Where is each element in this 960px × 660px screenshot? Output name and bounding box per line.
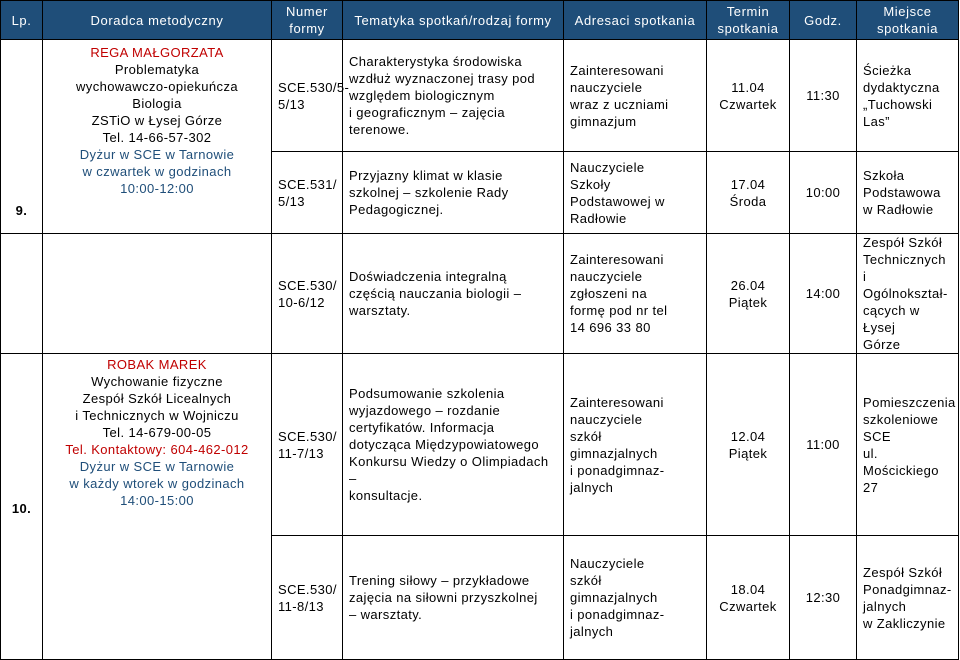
topic-line: Doświadczenia integralną (349, 269, 507, 284)
place-line: Pomieszczenia (863, 394, 956, 410)
header-advisor: Doradca metodyczny (43, 1, 272, 40)
place-line: cących w Łysej (863, 303, 920, 335)
row-number: 10. (1, 354, 43, 660)
audience-line: gimnazjalnych (570, 590, 658, 605)
audience-line: gimnazjum (570, 113, 637, 129)
advisor-phone: Tel. 14-679-00-05 (102, 425, 212, 440)
topic-line: konsultacje. (349, 488, 423, 503)
form-number-line: 11-8/13 (278, 598, 324, 614)
audience-line: nauczyciele (570, 411, 643, 427)
weekday: Piątek (728, 294, 768, 310)
duty-info: Dyżur w SCE w Tarnowie (79, 147, 235, 162)
advisor-contact: Tel. Kontaktowy: 604-462-012 (65, 442, 249, 457)
place-cell (857, 40, 959, 152)
advisor-info: wychowawczo-opiekuńcza (76, 79, 238, 94)
place-line: Ponadgimnaz- (863, 581, 952, 597)
audience-line: nauczyciele (570, 269, 643, 284)
time-cell: 11:00 (790, 354, 857, 536)
topic-line: szkolnej – szkolenie Rady (349, 185, 509, 200)
audience-line: Szkoły (570, 176, 611, 192)
topic-line: Konkursu Wiedzy o Olimpiadach – (349, 454, 549, 486)
audience-line: 14 696 33 80 (570, 320, 651, 335)
header-audience: Adresaci spotkania (564, 1, 707, 40)
row-number-empty (1, 234, 43, 354)
form-number (272, 234, 343, 354)
place-line: ul. Mościckiego 27 (863, 445, 939, 495)
duty-hours: 10:00-12:00 (120, 181, 194, 196)
audience-line: Radłowie (570, 210, 627, 226)
place-line: szkoleniowe (863, 411, 939, 427)
place-cell (857, 234, 959, 354)
audience-line: Zainteresowani (570, 62, 664, 78)
duty-hours: 14:00-15:00 (120, 493, 194, 508)
audience-line: Zainteresowani (570, 394, 664, 410)
advisor-cell (43, 354, 272, 660)
advisor-info: Zespół Szkół Licealnych (82, 391, 232, 406)
audience-line: szkół (570, 573, 602, 588)
advisor-name: ROBAK MAREK (107, 357, 207, 372)
topic-line: częścią nauczania biologii – (349, 286, 522, 301)
topic-line: Charakterystyka środowiska (349, 54, 522, 69)
place-line: Technicznych (863, 252, 946, 267)
form-number-line: SCE.530/ (278, 428, 337, 444)
audience-line: i ponadgimnaz- (570, 462, 665, 478)
audience-line: formę pod nr tel (570, 303, 668, 318)
place-line: Ścieżka (863, 62, 912, 78)
topic-cell (343, 536, 564, 660)
place-cell (857, 354, 959, 536)
form-number-line: SCE.530/ (278, 277, 337, 293)
audience-line: Zainteresowani (570, 252, 664, 267)
date-cell (707, 152, 790, 234)
place-line: „Tuchowski Las” (863, 96, 933, 129)
topic-cell (343, 354, 564, 536)
topic-line: certyfikatów. Informacja (349, 420, 495, 435)
form-number-line: 5/13 (278, 193, 305, 209)
topic-line: i geograficznym – zajęcia (349, 105, 505, 120)
audience-line: jalnych (570, 624, 614, 639)
time-cell: 10:00 (790, 152, 857, 234)
topic-line: zajęcia na siłowni przyszkolnej (349, 590, 538, 605)
form-number-line: 10-6/12 (278, 294, 325, 310)
topic-line: terenowe. (349, 122, 410, 137)
time-cell: 12:30 (790, 536, 857, 660)
header-number: Numer formy (272, 1, 343, 40)
topic-cell (343, 40, 564, 152)
table-row (1, 40, 959, 152)
date-value: 11.04 (731, 79, 765, 95)
weekday: Piątek (728, 445, 768, 461)
topic-line: Pedagogicznej. (349, 202, 444, 217)
table-row (1, 354, 959, 536)
time-cell: 14:00 (790, 234, 857, 354)
topic-line: – warsztaty. (349, 607, 423, 622)
date-value: 17.04 (730, 176, 766, 192)
topic-cell (343, 152, 564, 234)
place-line: jalnych (863, 598, 907, 614)
header-topic: Tematyka spotkań/rodzaj formy (343, 1, 564, 40)
audience-line: jalnych (570, 479, 614, 495)
advisor-info: Biologia (132, 96, 182, 111)
advisor-cell-empty (43, 234, 272, 354)
audience-line: Nauczyciele (570, 556, 645, 571)
form-number (272, 536, 343, 660)
form-number (272, 40, 350, 152)
topic-cell (343, 234, 564, 354)
place-line: w Zakliczynie (863, 615, 946, 631)
audience-line: Podstawowej w (570, 193, 665, 209)
place-line: SCE (863, 428, 891, 444)
topic-line: warsztaty. (349, 303, 411, 318)
form-number (272, 152, 343, 234)
place-line: Szkoła (863, 168, 905, 183)
audience-line: zgłoszeni na (570, 286, 648, 301)
form-number-line: 5/13 (278, 96, 305, 112)
topic-line: Przyjazny klimat w klasie (349, 168, 503, 183)
topic-line: wzdłuż wyznaczonej trasy pod (349, 71, 536, 86)
date-cell (707, 354, 790, 536)
advisor-cell (43, 40, 272, 234)
advisor-name: REGA MAŁGORZATA (90, 45, 224, 60)
audience-cell (564, 234, 707, 354)
advisor-info: ZSTiO w Łysej Górze (91, 113, 223, 128)
row-number: 9. (1, 40, 43, 234)
place-cell (857, 152, 959, 234)
audience-line: nauczyciele (570, 79, 643, 95)
audience-line: szkół (570, 428, 602, 444)
audience-cell (564, 152, 707, 234)
place-cell (857, 536, 959, 660)
header-row (1, 1, 959, 40)
header-lp: Lp. (1, 1, 43, 40)
weekday: Środa (729, 193, 767, 209)
advisor-phone: Tel. 14-66-57-302 (102, 130, 212, 145)
advisor-info: Problematyka (114, 62, 200, 77)
date-value: 26.04 (730, 277, 766, 293)
form-number-line: SCE.530/ (278, 581, 337, 597)
time-cell: 11:30 (790, 40, 857, 152)
weekday: Czwartek (719, 598, 777, 614)
place-line: Zespół Szkół (863, 235, 943, 250)
audience-line: wraz z uczniami (570, 96, 669, 112)
topic-line: względem biologicznym (349, 88, 495, 103)
place-line: w Radłowie (863, 202, 934, 217)
duty-info: w każdy wtorek w godzinach (69, 476, 245, 491)
audience-line: i ponadgimnaz- (570, 607, 665, 622)
form-number (272, 354, 343, 536)
place-line: i Ogólnokształ- (863, 269, 948, 301)
form-number-line: 11-7/13 (278, 445, 324, 461)
duty-info: w czwartek w godzinach (82, 164, 232, 179)
place-line: Podstawowa (863, 185, 941, 200)
form-number-line: SCE.531/ (278, 176, 337, 192)
duty-info: Dyżur w SCE w Tarnowie (79, 459, 235, 474)
header-place: Miejsce spotkania (857, 1, 959, 40)
audience-line: Nauczyciele (570, 159, 645, 175)
place-line: dydaktyczna (863, 79, 940, 95)
header-date: Termin spotkania (707, 1, 790, 40)
date-value: 18.04 (730, 581, 766, 597)
topic-line: Podsumowanie szkolenia (349, 386, 505, 401)
audience-cell (564, 536, 707, 660)
topic-line: wyjazdowego – rozdanie (349, 403, 501, 418)
place-line: Górze (863, 337, 901, 352)
weekday: Czwartek (719, 96, 777, 112)
header-time: Godz. (790, 1, 857, 40)
date-cell (707, 536, 790, 660)
advisor-info: Wychowanie fizyczne (91, 374, 223, 389)
topic-line: dotycząca Międzypowiatowego (349, 437, 540, 452)
place-line: Zespół Szkół (863, 564, 943, 580)
table-row (1, 234, 959, 354)
date-cell (707, 234, 790, 354)
topic-line: Trening siłowy – przykładowe (349, 573, 530, 588)
advisor-info: i Technicznych w Wojniczu (75, 408, 239, 423)
date-value: 12.04 (730, 428, 766, 444)
audience-cell (564, 354, 707, 536)
audience-line: gimnazjalnych (570, 445, 658, 461)
form-number-line: SCE.530/5- (278, 79, 350, 95)
audience-cell (564, 40, 707, 152)
date-cell (707, 40, 790, 152)
